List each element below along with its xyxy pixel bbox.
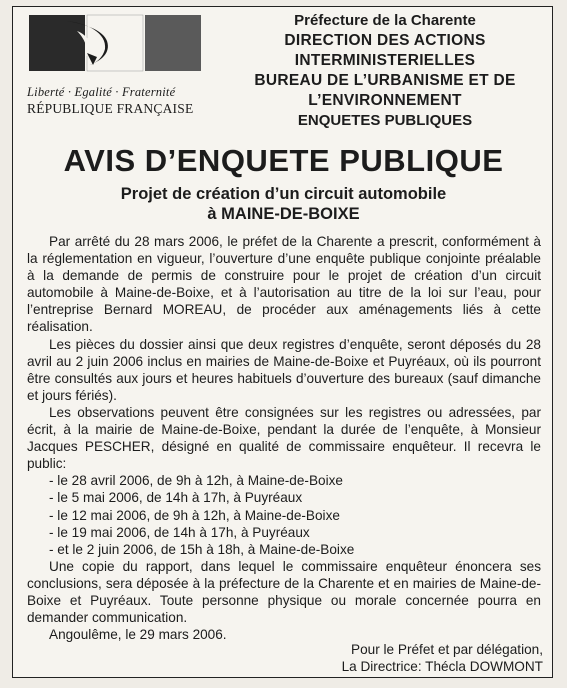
signature-block: [313, 641, 543, 675]
paragraph-rapport: Une copie du rapport, dans lequel le commissaire enquêteur énoncera ses conclusions, sera déposée à la préfecture de la Charente et en mairies de Maine-de-Boixe et Puyréaux. Toute personne physique ou morale concernée pourra en demander communication.: [27, 558, 541, 626]
republic-logo-block: [23, 11, 213, 121]
schedule-item: - le 5 mai 2006, de 14h à 17h, à Puyréaux: [49, 490, 303, 506]
direction-name: DIRECTION DES ACTIONS INTERMINISTERIELLES: [284, 32, 486, 69]
signature-line-1: Pour le Préfet et par délégation,: [351, 642, 543, 657]
subtitle-line-1: Projet de création d’un circuit automobile: [120, 185, 447, 203]
republic-name: RÉPUBLIQUE FRANÇAISE: [27, 101, 194, 116]
paragraph-arrete: Par arrêté du 28 mars 2006, le préfet de la Charente a prescrit, conformément à la réglementation en vigueur, l’ouverture d’une enquête publique conjointe préalable à la demande de permis de construire pour le projet de création d’un circuit automobile à Maine-de-Boixe, et à l’autorisation au titre de la loi sur l’eau, pour l’entreprise Bernard MOREAU, de procéder aux aménagements liés à cette réalisation.: [27, 234, 541, 335]
signature-line-2: La Directrice: Thécla DOWMONT: [341, 659, 543, 675]
prefecture-name: Préfecture de la Charente: [294, 12, 476, 29]
place-date: Angoulême, le 29 mars 2006.: [49, 627, 227, 643]
schedule-item: - le 28 avril 2006, de 9h à 12h, à Maine-de-Boixe: [49, 473, 343, 489]
bureau-name: BUREAU DE L’URBANISME ET DE L’ENVIRONNEMENT: [254, 72, 516, 109]
subtitle-line-2: à MAINE-DE-BOIXE: [207, 205, 360, 223]
enquetes-label: ENQUETES PUBLIQUES: [297, 112, 473, 129]
schedule-item: - le 12 mai 2006, de 9h à 12h, à Maine-de-Boixe: [49, 507, 340, 523]
schedule-list: [27, 472, 541, 557]
republic-motto: Liberté · Egalité · Fraternité: [27, 85, 176, 99]
notice-body: [27, 233, 541, 643]
public-notice: [12, 6, 553, 678]
schedule-item: - le 19 mai 2006, de 14h à 17h, à Puyréaux: [49, 524, 310, 540]
marianne-logo-icon: [27, 13, 203, 75]
paragraph-dossier: Les pièces du dossier ainsi que deux registres d’enquête, seront déposés du 28 avril au 2 juin 2006 inclus en mairies de Maine-de-Boixe et Puyréaux, où ils pourront être consultés aux jours et heures habituels d’ouverture des bureaux (sauf dimanche et jours fériés).: [27, 336, 541, 403]
issuing-authority: [225, 11, 545, 131]
paragraph-observations: Les observations peuvent être consignées sur les registres ou adressées, par écrit, à la mairie de Maine-de-Boixe, pendant la durée de l’enquête, à Monsieur Jacques PESCHER, désigné en qualité de commissaire enquêteur. Il recevra le public:: [27, 404, 541, 472]
notice-subtitle: [13, 184, 554, 224]
notice-title: AVIS D’ENQUETE PUBLIQUE: [63, 143, 504, 178]
schedule-item: - et le 2 juin 2006, de 15h à 18h, à Maine-de-Boixe: [49, 541, 355, 557]
